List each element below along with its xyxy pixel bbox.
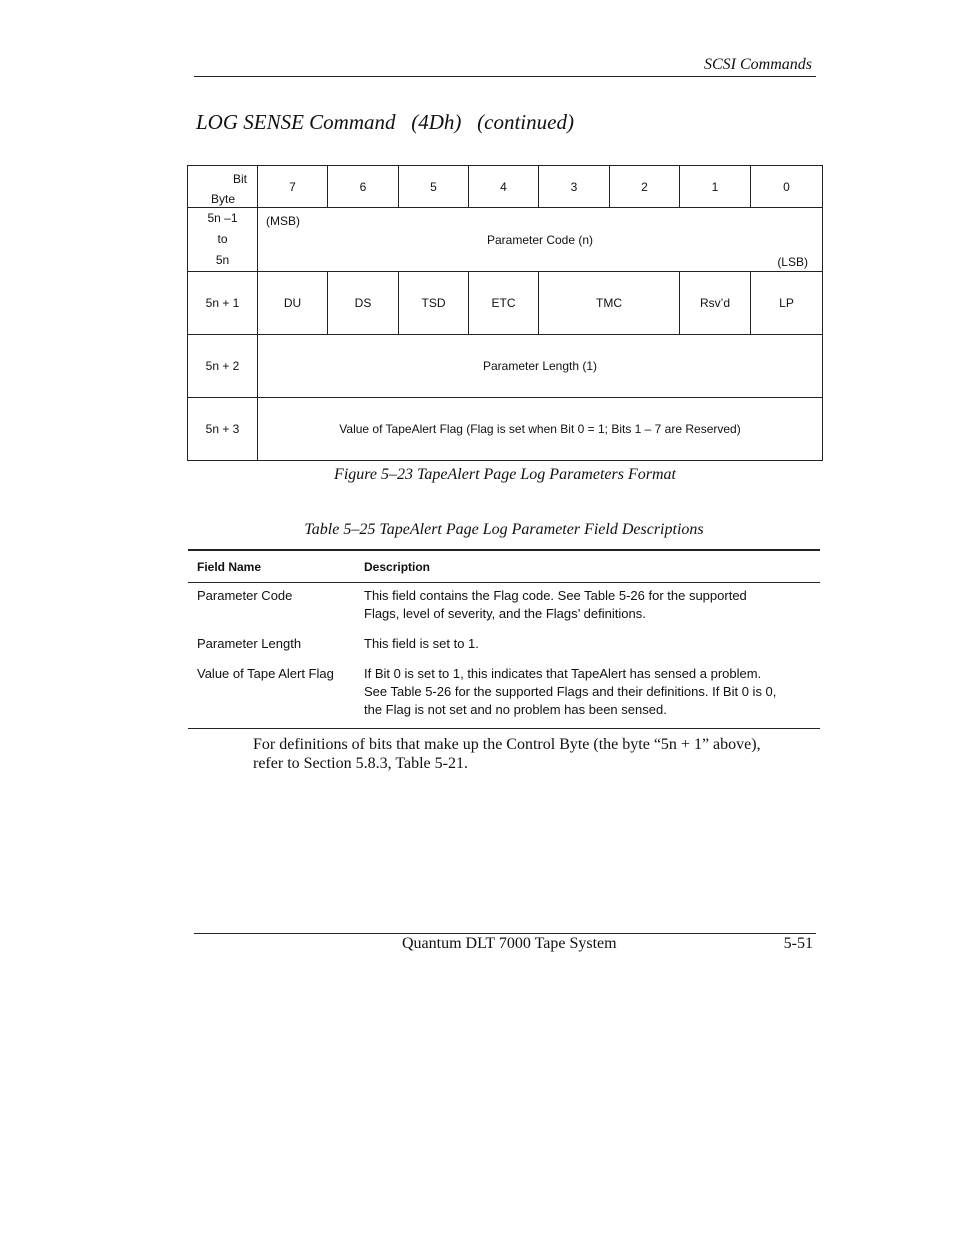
body-line: refer to Section 5.8.3, Table 5-21. [253,755,468,772]
field-name: Value of Tape Alert Flag [197,666,334,681]
figure-caption: Figure 5–23 TapeAlert Page Log Parameters Format [334,466,676,483]
byte-range-start: 5n –1 [207,211,238,225]
body-line: For definitions of bits that make up the Control Byte (the byte “5n + 1” above), [253,736,761,753]
field-description [364,665,820,719]
parameter-code-cell [258,208,823,272]
parameter-code-label: Parameter Code (n) [486,232,594,247]
field-du: DU [258,272,328,335]
table-row [188,665,820,719]
description-line: the Flag is not set and no problem has been sensed. [364,702,667,717]
field-tsd: TSD [399,272,469,335]
field-description [364,635,820,653]
description-line: This field is set to 1. [364,636,479,651]
field-name-header: Field Name [197,559,262,574]
bit-6: 6 [328,166,399,208]
control-byte-label: 5n + 1 [188,272,258,335]
description-header: Description [364,559,431,574]
lsb-label: (LSB) [777,255,808,269]
msb-label: (MSB) [266,214,300,228]
flag-value-row [188,398,823,461]
bit-byte-corner [188,166,258,208]
body-paragraph [253,735,813,773]
bit-7: 7 [258,166,328,208]
field-lp: LP [751,272,823,335]
value-byte-label: 5n + 3 [188,398,258,461]
bit-5: 5 [399,166,469,208]
byte-range-end: 5n [215,253,230,267]
byte-label: Byte [211,192,236,206]
field-name: Parameter Code [197,588,293,603]
byte-range-to: to [217,232,228,246]
description-line: This field contains the Flag code. See Table 5-26 for the supported [364,588,747,603]
bit-4: 4 [469,166,539,208]
bit-header-row [188,166,823,208]
bit-1: 1 [680,166,751,208]
page-number: 5-51 [783,935,813,952]
footer-rule [194,933,816,934]
description-line: If Bit 0 is set to 1, this indicates that TapeAlert has sensed a problem. [364,666,762,681]
field-etc: ETC [469,272,539,335]
field-tmc: TMC [539,272,680,335]
parameter-code-row [188,208,823,272]
description-line: See Table 5-26 for the supported Flags and their definitions. If Bit 0 is 0, [364,684,777,699]
field-rsvd: Rsv’d [680,272,751,335]
byte-range-cell [188,208,258,272]
bit-3: 3 [539,166,610,208]
footer-title: Quantum DLT 7000 Tape System [402,935,617,952]
description-line: Flags, level of severity, and the Flags’ definitions. [364,606,646,621]
table-row [188,587,820,623]
bit-label: Bit [232,172,247,186]
running-header: SCSI Commands [703,56,812,73]
field-ds: DS [328,272,399,335]
bit-0: 0 [751,166,823,208]
length-byte-label: 5n + 2 [188,335,258,398]
description-table-header [188,551,820,583]
bit-2: 2 [610,166,680,208]
parameter-length-row [188,335,823,398]
parameter-length-cell: Parameter Length (1) [258,335,823,398]
flag-value-cell: Value of TapeAlert Flag (Flag is set when Bit 0 = 1; Bits 1 – 7 are Reserved) [258,398,823,461]
field-description [364,587,820,623]
table-row [188,635,820,653]
control-byte-row [188,272,823,335]
parameter-format-table [187,165,823,461]
header-rule [194,76,816,77]
field-name: Parameter Length [197,636,302,651]
page-title: LOG SENSE Command (4Dh) (continued) [196,110,574,134]
field-description-table [188,549,820,729]
table-caption: Table 5–25 TapeAlert Page Log Parameter Field Descriptions [304,521,704,538]
